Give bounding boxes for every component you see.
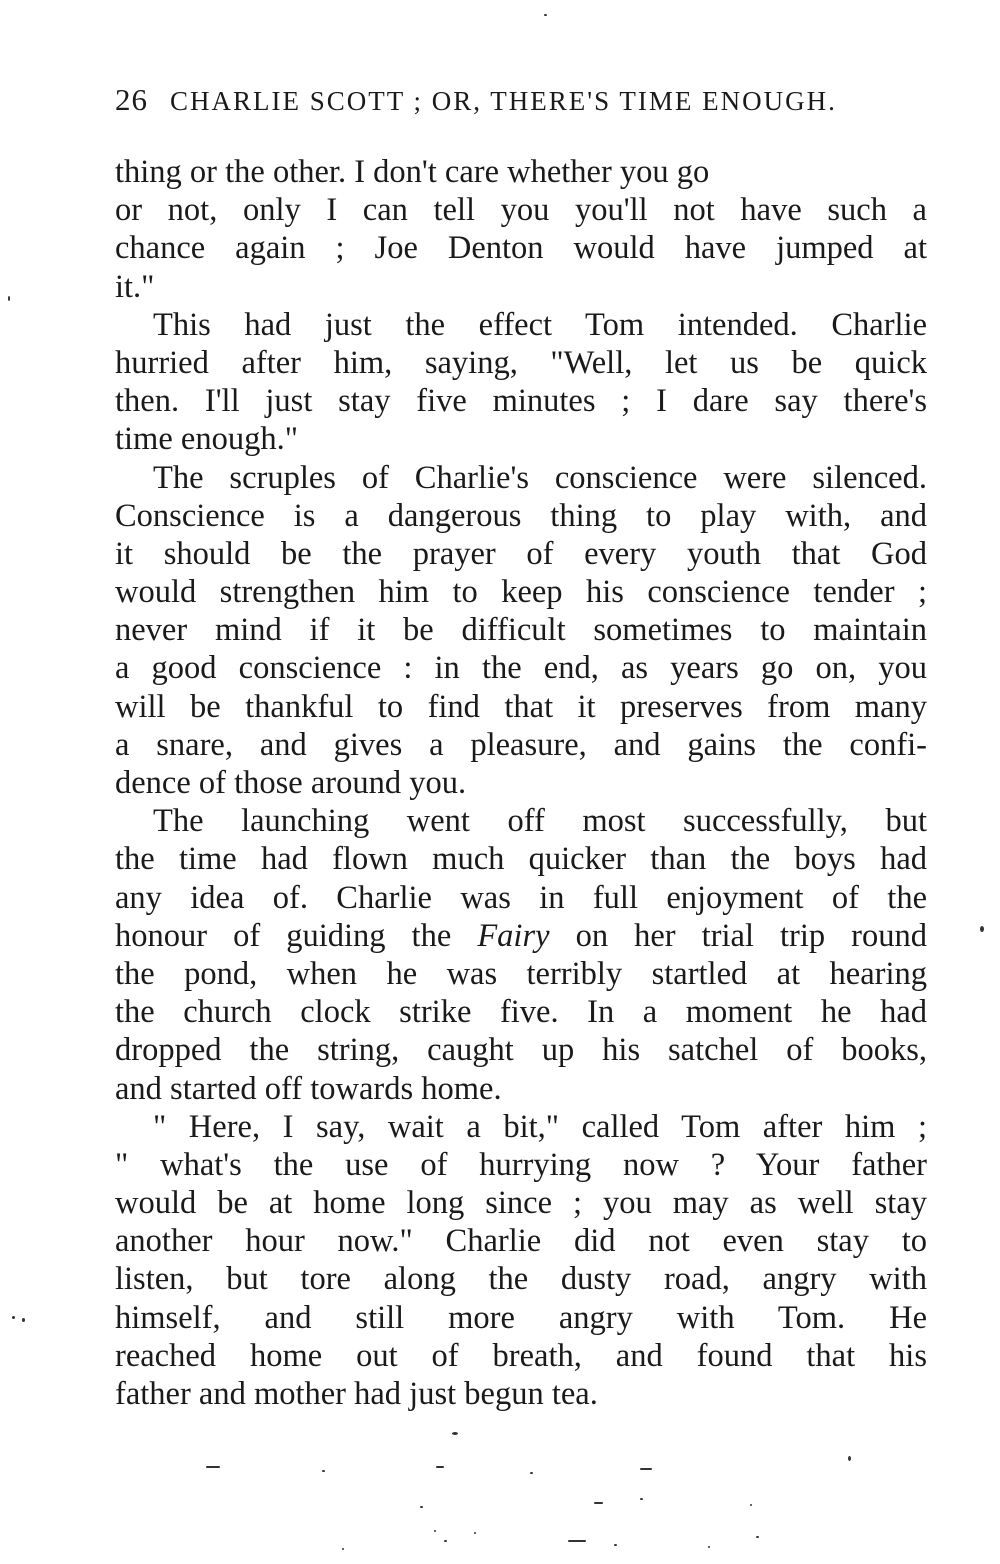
text-line: another hour now." Charlie did not even stay to (115, 1223, 927, 1260)
print-speck (530, 1472, 533, 1474)
running-title: CHARLIE SCOTT ; OR, THERE'S TIME ENOUGH. (170, 86, 837, 116)
text-line: the church clock strike five. In a moment he had (115, 994, 927, 1031)
print-speck (640, 1498, 643, 1500)
text-line: or not, only I can tell you you'll not have such a (115, 192, 927, 229)
text-line: " Here, I say, wait a bit," called Tom after him ; (153, 1108, 927, 1145)
text-line: The scruples of Charlie's conscience were silenced. (153, 459, 927, 496)
print-speck (322, 1470, 325, 1472)
text-line: the pond, when he was terribly startled at hearing (115, 955, 927, 992)
text-line: a good conscience : in the end, as years go on, you (115, 650, 927, 687)
text-line: listen, but tore along the dusty road, angry with (115, 1261, 927, 1298)
text-line: father and mother had just begun tea. (115, 1376, 598, 1412)
body-text (115, 153, 927, 1413)
print-speck (568, 1540, 586, 1542)
text-line: the time had flown much quicker than the boys had (115, 841, 927, 878)
text-line: will be thankful to find that it preserves from many (115, 688, 927, 725)
text-line: time enough." (115, 421, 298, 458)
text-line: reached home out of breath, and found that his (115, 1337, 927, 1374)
text-line: " what's the use of hurrying now ? Your father (115, 1146, 927, 1183)
print-speck (342, 1548, 344, 1550)
print-speck (756, 1536, 759, 1538)
print-speck (474, 1532, 476, 1534)
print-speck (750, 1504, 752, 1506)
line-text-after: on her trial trip round (549, 917, 927, 954)
text-line: chance again ; Joe Denton would have jumped at (115, 230, 927, 267)
ship-name-italic: Fairy (477, 917, 550, 954)
print-speck (708, 1546, 710, 1548)
print-speck (452, 1432, 458, 1435)
print-speck (22, 1318, 25, 1322)
running-head (115, 82, 905, 118)
print-speck (420, 1506, 423, 1508)
text-line: it." (115, 268, 155, 305)
print-speck (594, 1502, 603, 1504)
page-number: 26 (115, 82, 148, 117)
text-line: then. I'll just stay five minutes ; I dare say there's (115, 383, 927, 420)
text-line (115, 917, 927, 955)
text-line: never mind if it be difficult sometimes to maintain (115, 612, 927, 649)
print-speck (848, 1456, 851, 1461)
print-speck (436, 1466, 444, 1468)
line-text-before: honour of guiding the (115, 917, 478, 954)
print-speck (206, 1466, 220, 1468)
text-line: Conscience is a dangerous thing to play with, and (115, 497, 927, 534)
text-line: dropped the string, caught up his satchel of books, (115, 1032, 927, 1069)
text-line: dence of those around you. (115, 765, 467, 801)
text-line: would be at home long since ; you may as well stay (115, 1185, 927, 1222)
text-line: and started off towards home. (115, 1070, 502, 1107)
print-speck (980, 926, 984, 932)
print-speck (544, 14, 547, 16)
text-line: himself, and still more angry with Tom. He (115, 1299, 927, 1336)
print-speck (640, 1468, 652, 1470)
text-line: would strengthen him to keep his conscience tender ; (115, 574, 927, 611)
text-line: a snare, and gives a pleasure, and gains the confi- (115, 726, 927, 763)
print-speck (12, 1316, 15, 1319)
print-speck (614, 1544, 617, 1546)
text-line: The launching went off most successfully, but (153, 803, 927, 840)
text-line: thing or the other. I don't care whether you go (115, 154, 710, 190)
text-line: hurried after him, saying, "Well, let us be quick (115, 344, 927, 381)
print-speck (8, 296, 10, 301)
print-speck (434, 1530, 436, 1532)
text-line: This had just the effect Tom intended. Charlie (153, 306, 927, 343)
text-line: any idea of. Charlie was in full enjoyment of the (115, 879, 927, 916)
text-line: it should be the prayer of every youth that God (115, 535, 927, 572)
print-speck (444, 1540, 447, 1542)
